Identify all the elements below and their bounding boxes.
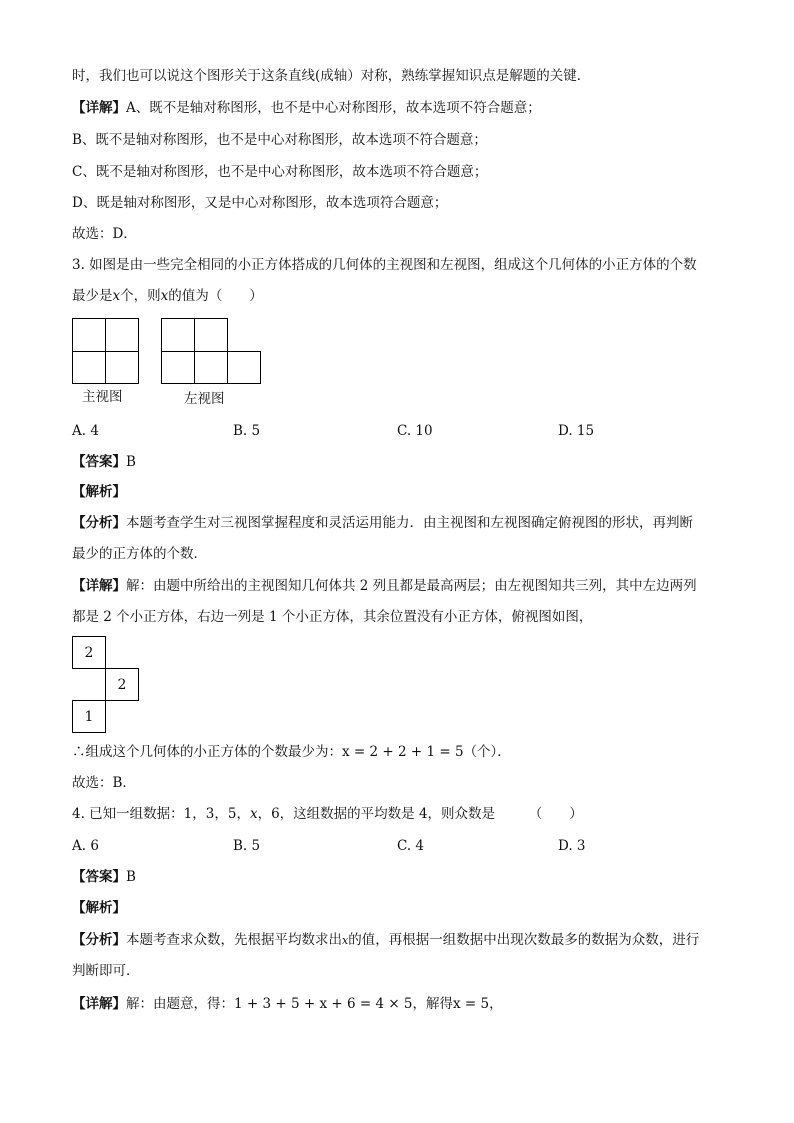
answer-tag: 【答案】 <box>72 454 126 470</box>
answer-line <box>72 867 136 887</box>
math-expression: x = 2 + 2 + 1 = 5 <box>342 744 464 760</box>
text: ∴组成这个几何体的小正方体的个数最少为： <box>72 744 342 760</box>
grid-square <box>161 351 195 384</box>
text: ， <box>489 996 503 1012</box>
answer-line <box>72 452 136 472</box>
var-x: x <box>160 288 169 304</box>
choose-line: 故选：B． <box>72 775 136 791</box>
text: 本题考查求众数，先根据平均数求出 <box>126 932 342 948</box>
grid-square <box>194 351 228 384</box>
text-line: 故选：D． <box>72 226 137 242</box>
fenxi-line <box>72 513 693 533</box>
detail-line-cont: 都是 2 个小正方体，右边一列是 1 个小正方体，其余位置没有小正方体，俯视图如图， <box>72 609 593 625</box>
option-d: D. 15 <box>558 423 595 439</box>
detail-line <box>72 576 697 596</box>
answer-value: B <box>126 454 136 470</box>
option-b: B. 5 <box>233 423 261 439</box>
question-3-stem-cont <box>72 286 263 306</box>
detail-text: 解：由题中所给出的主视图知几何体共 2 列且都是最高两层；由左视图知共三列，其中左边两列 <box>126 578 697 594</box>
option-b: B. 5 <box>233 838 261 854</box>
fenxi-text: 本题考查学生对三视图掌握程度和灵活运用能力．由主视图和左视图确定俯视图的形状，再判断 <box>126 515 693 531</box>
analysis-tag: 【解析】 <box>72 900 126 916</box>
text: 个，则 <box>120 288 161 304</box>
grid-square <box>227 351 261 384</box>
grid-square <box>72 318 106 352</box>
option-c: C. 4 <box>397 838 425 854</box>
text: 最少是 <box>72 288 113 304</box>
grid-square <box>161 318 195 352</box>
text-line: C、既不是轴对称图形，也不是中心对称图形，故本选项不符合题意； <box>72 164 488 180</box>
math-expression: 1 + 3 + 5 + x + 6 = 4 × 5 <box>234 996 413 1012</box>
option-a: A. 4 <box>72 423 99 439</box>
conclusion-line <box>72 742 511 762</box>
text: 解：由题意，得： <box>126 996 234 1012</box>
text: 4. 已知一组数据：1，3，5， <box>72 806 250 822</box>
text: ，解得 <box>412 996 454 1012</box>
text-line: 时，我们也可以说这个图形关于这条直线(成轴）对称，熟练掌握知识点是解题的关键． <box>72 68 591 84</box>
top-view-cell: 2 <box>72 636 106 669</box>
left-view-caption: 左视图 <box>184 391 225 407</box>
fenxi-line <box>72 930 699 951</box>
var-x: x <box>249 806 258 822</box>
var-x: x <box>342 934 349 947</box>
front-view-caption: 主视图 <box>82 389 123 405</box>
grid-square <box>72 351 106 384</box>
question-3-stem: 3. 如图是由一些完全相同的小正方体搭成的几何体的主视图和左视图，组成这个几何体的小正方体的个数 <box>72 257 697 273</box>
detail-line <box>72 994 503 1014</box>
grid-square <box>194 318 228 352</box>
detail-text: A、既不是轴对称图形，也不是中心对称图形，故本选项不符合题意； <box>126 100 541 116</box>
analysis-tag: 【解析】 <box>72 484 126 500</box>
var-x: x <box>112 288 121 304</box>
option-c: C. 10 <box>397 423 433 439</box>
text: ，6，这组数据的平均数是 4，则众数是 （ ） <box>257 806 583 822</box>
top-view-cell: 1 <box>72 700 106 733</box>
detail-tag: 【详解】 <box>72 578 126 594</box>
answer-value: B <box>126 869 136 885</box>
option-d: D. 3 <box>558 838 586 854</box>
detail-tag: 【详解】 <box>72 996 126 1012</box>
answer-tag: 【答案】 <box>72 869 126 885</box>
grid-square <box>105 351 139 384</box>
fenxi-tag: 【分析】 <box>72 515 126 531</box>
question-4-stem <box>72 804 583 824</box>
option-a: A. 6 <box>72 838 99 854</box>
fenxi-line-cont: 最少的正方体的个数． <box>72 546 207 562</box>
text: 的值为（ ） <box>168 288 263 304</box>
text: （个）． <box>463 744 511 760</box>
text: 的值，再根据一组数据中出现次数最多的数据为众数，进行 <box>348 932 700 948</box>
grid-square <box>105 318 139 352</box>
text-line: B、既不是轴对称图形，也不是中心对称图形，故本选项不符合题意； <box>72 132 487 148</box>
detail-tag: 【详解】 <box>72 100 126 116</box>
fenxi-tag: 【分析】 <box>72 932 126 948</box>
math-expression: x = 5 <box>453 996 490 1012</box>
top-view-cell: 2 <box>105 668 139 701</box>
detail-line <box>72 98 541 118</box>
text-line: D、既是轴对称图形，又是中心对称图形，故本选项符合题意； <box>72 195 448 211</box>
fenxi-line-cont: 判断即可． <box>72 963 140 979</box>
